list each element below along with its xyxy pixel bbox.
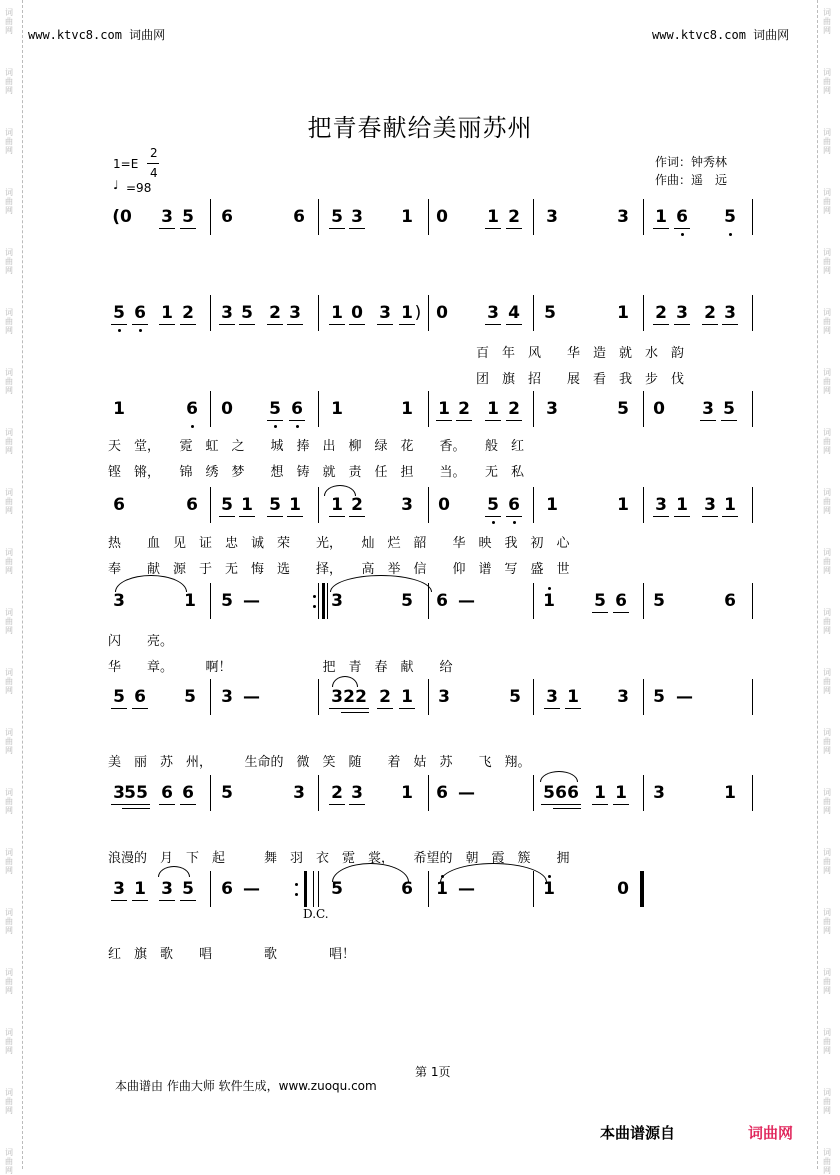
note: 3 — [546, 687, 558, 707]
dash-note: — — [458, 591, 475, 611]
dash-note: — — [243, 591, 260, 611]
note: 5 — [113, 303, 125, 323]
bar-line — [752, 583, 753, 619]
watermark-text: 词曲网 — [5, 68, 13, 95]
note: 5 — [724, 207, 736, 227]
bar-line — [318, 487, 319, 523]
note: 2 — [182, 303, 194, 323]
bar-line — [428, 871, 429, 907]
octave-dot — [729, 233, 732, 236]
octave-dot — [681, 233, 684, 236]
octave-dot — [492, 521, 495, 524]
lyric-line: 浪漫的 月 下 起 舞 羽 衣 霓 裳， 希望的 朝 霞 簇 拥 — [108, 851, 570, 866]
note: 1 — [594, 783, 606, 803]
note: 1 — [161, 303, 173, 323]
quarter-note-icon: ♩ — [113, 178, 119, 192]
note: 1 — [401, 399, 413, 419]
bar-line — [210, 871, 211, 907]
watermark-text: 词曲网 — [823, 848, 831, 875]
note: 3 — [113, 783, 125, 803]
watermark-text: 词曲网 — [5, 1028, 13, 1055]
note: 6 — [291, 399, 303, 419]
note: 5 — [509, 687, 521, 707]
note: 5 — [543, 783, 555, 803]
note: 0 — [436, 207, 448, 227]
bar-line — [428, 199, 429, 235]
watermark-text: 词曲网 — [5, 428, 13, 455]
bar-line — [533, 295, 534, 331]
note: 1 — [724, 783, 736, 803]
software-credit: 本曲谱由 作曲大师 软件生成，www.zuoqu.com — [115, 1079, 377, 1093]
note: 6 — [182, 783, 194, 803]
note: 2 — [704, 303, 716, 323]
bar-line — [643, 679, 644, 715]
bar-line — [752, 295, 753, 331]
score-line — [0, 399, 840, 433]
composer: 作曲：遥 远 — [655, 173, 728, 187]
note: 3 — [401, 495, 413, 515]
note: 3 — [546, 207, 558, 227]
note: 6 — [401, 879, 413, 899]
note: 3 — [221, 303, 233, 323]
bar-line — [752, 487, 753, 523]
lyric-line: 团 旗 招 展 看 我 步 伐 — [476, 372, 685, 387]
note: 6 — [436, 783, 448, 803]
note: 5 — [241, 303, 253, 323]
watermark-text: 词曲网 — [5, 788, 13, 815]
watermark-text: 词曲网 — [823, 1028, 831, 1055]
bar-line — [318, 775, 319, 811]
key-signature: 1=E — [113, 157, 139, 171]
score-line — [0, 207, 840, 241]
note: 5 — [594, 591, 606, 611]
site-url-left[interactable]: www.ktvc8.com 词曲网 — [28, 28, 166, 42]
note: 5 — [401, 591, 413, 611]
watermark-text: 词曲网 — [823, 308, 831, 335]
bar-line — [428, 295, 429, 331]
watermark-text: 词曲网 — [823, 428, 831, 455]
note: 1 — [487, 207, 499, 227]
note: 3 — [331, 687, 343, 707]
note: 2 — [331, 783, 343, 803]
time-signature-bottom: 4 — [150, 166, 158, 180]
score-line — [0, 783, 840, 817]
note: 1 — [615, 783, 627, 803]
note: 5 — [331, 879, 343, 899]
lyric-line: 红 旗 歌 唱 歌 唱！ — [108, 947, 356, 962]
watermark-text: 词曲网 — [5, 188, 13, 215]
bar-line — [643, 583, 644, 619]
note: 5 — [331, 207, 343, 227]
note: 5 — [653, 687, 665, 707]
note: 0 — [221, 399, 233, 419]
bar-line — [533, 487, 534, 523]
repeat-sign — [318, 583, 328, 619]
bar-line — [752, 391, 753, 427]
watermark-text: 词曲网 — [5, 728, 13, 755]
note: 5 — [113, 687, 125, 707]
note: 3 — [438, 687, 450, 707]
note: 5 — [544, 303, 556, 323]
bar-line — [643, 199, 644, 235]
note: 3 — [546, 399, 558, 419]
note: 0 — [653, 399, 665, 419]
octave-dot — [191, 425, 194, 428]
note: 3 — [331, 591, 343, 611]
watermark-text: 词曲网 — [823, 1148, 831, 1175]
bar-line — [210, 775, 211, 811]
bar-line — [318, 391, 319, 427]
bar-line — [210, 391, 211, 427]
note: 6 — [186, 399, 198, 419]
note: 6 — [724, 591, 736, 611]
note: 3 — [617, 687, 629, 707]
note: 5 — [182, 879, 194, 899]
dash-note: — — [243, 879, 260, 899]
watermark-text: 词曲网 — [5, 1088, 13, 1115]
bar-line — [428, 487, 429, 523]
note: (0 — [112, 207, 132, 227]
source-label: 本曲谱源自 — [600, 1124, 676, 1142]
note: 1 — [567, 687, 579, 707]
note: 3 — [113, 879, 125, 899]
watermark-text: 词曲网 — [823, 8, 831, 35]
lyricist: 作词：钟秀林 — [655, 155, 728, 169]
note: 6 — [134, 303, 146, 323]
octave-dot — [274, 425, 277, 428]
note: 6 — [134, 687, 146, 707]
lyric-line: 美 丽 苏 州， 生命的 微 笑 随 着 姑 苏 飞 翔。 — [108, 755, 531, 770]
page-number: 第 1页 — [415, 1065, 451, 1079]
note: 3 — [653, 783, 665, 803]
note: 4 — [508, 303, 520, 323]
tie-arc — [324, 485, 356, 496]
note: 6 — [221, 207, 233, 227]
dc-marking: D.C. — [303, 907, 329, 921]
lyric-line: 闪 亮。 — [108, 634, 174, 649]
note: 1 — [724, 495, 736, 515]
watermark-text: 词曲网 — [5, 848, 13, 875]
note: 3 — [702, 399, 714, 419]
note: 1 — [241, 495, 253, 515]
watermark-text: 词曲网 — [5, 488, 13, 515]
score-line — [0, 495, 840, 529]
note: 2 — [351, 495, 363, 515]
note: 1 — [543, 879, 555, 899]
repeat-sign — [300, 871, 310, 907]
bar-line — [533, 679, 534, 715]
tie-arc — [540, 771, 578, 782]
bar-line — [210, 295, 211, 331]
watermark-text: 词曲网 — [823, 548, 831, 575]
note: 5 — [617, 399, 629, 419]
note: 1 — [401, 687, 413, 707]
note: 6 — [113, 495, 125, 515]
octave-dot — [513, 521, 516, 524]
watermark-text: 词曲网 — [823, 488, 831, 515]
watermark-text: 词曲网 — [5, 248, 13, 275]
watermark-text: 词曲网 — [5, 8, 13, 35]
lyric-line: 奉 献 源 于 无 悔 选 择， 高 举 信 仰 谱 写 盛 世 — [108, 562, 570, 577]
watermark-text: 词曲网 — [823, 368, 831, 395]
note: 5 — [269, 399, 281, 419]
bar-line — [318, 295, 319, 331]
note: 5 — [135, 783, 149, 803]
note: 3 — [704, 495, 716, 515]
bar-line — [318, 871, 319, 907]
bar-line — [533, 391, 534, 427]
watermark-text: 词曲网 — [5, 968, 13, 995]
bar-line — [533, 199, 534, 235]
time-signature-line — [147, 163, 159, 164]
bar-line — [643, 391, 644, 427]
note: 1 — [331, 399, 343, 419]
note: 0 — [617, 879, 629, 899]
note: 5 — [487, 495, 499, 515]
bar-line — [533, 583, 534, 619]
note: 5 — [123, 783, 137, 803]
tie-arc — [332, 676, 358, 687]
note: 0 — [351, 303, 363, 323]
note: 5 — [723, 399, 735, 419]
site-logo[interactable]: 词曲网 — [748, 1124, 794, 1142]
lyric-line: 铿 锵， 锦 绣 梦 想 铸 就 责 任 担 当。 无 私 — [108, 465, 525, 480]
bar-line — [752, 199, 753, 235]
watermark-text: 词曲网 — [5, 368, 13, 395]
watermark-text: 词曲网 — [5, 668, 13, 695]
note: 3 — [379, 303, 391, 323]
bar-line — [318, 679, 319, 715]
tie-arc — [330, 575, 432, 592]
note: 3 — [676, 303, 688, 323]
bar-line — [752, 679, 753, 715]
watermark-text: 词曲网 — [823, 248, 831, 275]
lyric-line: 热 血 见 证 忠 诚 荣 光， 灿 烂 韶 华 映 我 初 心 — [108, 536, 570, 551]
note: 2 — [655, 303, 667, 323]
note: 3 — [617, 207, 629, 227]
note: 1 — [289, 495, 301, 515]
note: 1 — [617, 495, 629, 515]
watermark-text: 词曲网 — [823, 1088, 831, 1115]
watermark-text: 词曲网 — [823, 128, 831, 155]
note: 2 — [269, 303, 281, 323]
note: 2 — [508, 207, 520, 227]
bar-line — [210, 679, 211, 715]
note: 6 — [186, 495, 198, 515]
octave-dot — [118, 329, 121, 332]
note: 3 — [113, 591, 125, 611]
bar-line — [643, 871, 644, 907]
octave-dot — [548, 875, 551, 878]
note: 3 — [289, 303, 301, 323]
note: 1 — [436, 879, 448, 899]
watermark-text: 词曲网 — [823, 968, 831, 995]
note: 5 — [184, 687, 196, 707]
note: 1 — [543, 591, 555, 611]
note: 3 — [351, 783, 363, 803]
note: 6 — [221, 879, 233, 899]
dash-note: — — [458, 879, 475, 899]
watermark-text: 词曲网 — [5, 128, 13, 155]
score-line — [0, 879, 840, 913]
note: 1 — [487, 399, 499, 419]
note: 0 — [438, 495, 450, 515]
watermark-text: 词曲网 — [823, 68, 831, 95]
note: 3 — [161, 207, 173, 227]
note: 3 — [724, 303, 736, 323]
watermark-text: 词曲网 — [823, 608, 831, 635]
note: 1 — [546, 495, 558, 515]
note: 6 — [436, 591, 448, 611]
note: 6 — [676, 207, 688, 227]
note: 6 — [293, 207, 305, 227]
bar-line — [210, 487, 211, 523]
octave-dot — [548, 587, 551, 590]
dash-note: — — [243, 687, 260, 707]
note: 1 — [401, 783, 413, 803]
lyric-line: 天 堂， 霓 虹 之 城 捧 出 柳 绿 花 香。 般 红 — [108, 439, 525, 454]
note: 3 — [221, 687, 233, 707]
note: 6 — [508, 495, 520, 515]
note: 5 — [221, 783, 233, 803]
bar-line — [752, 775, 753, 811]
note: 2 — [342, 687, 356, 707]
watermark-text: 词曲网 — [823, 728, 831, 755]
paren-close: ) — [414, 303, 422, 323]
watermark-text: 词曲网 — [823, 188, 831, 215]
bar-line — [428, 391, 429, 427]
left-watermark-strip — [0, 0, 23, 1175]
note: 3 — [293, 783, 305, 803]
time-signature-top: 2 — [150, 146, 158, 160]
note: 1 — [184, 591, 196, 611]
lyric-line: 华 章。 啊！ 把 青 春 献 给 — [108, 660, 453, 675]
note: 1 — [134, 879, 146, 899]
note: 6 — [161, 783, 173, 803]
note: 6 — [554, 783, 568, 803]
tie-arc — [115, 575, 187, 592]
note: 3 — [655, 495, 667, 515]
watermark-text: 词曲网 — [5, 908, 13, 935]
note: 6 — [566, 783, 580, 803]
note: 1 — [331, 303, 343, 323]
note: 1 — [113, 399, 125, 419]
tie-arc — [158, 866, 190, 877]
song-title: 把青春献给美丽苏州 — [307, 114, 533, 142]
note: 1 — [438, 399, 450, 419]
note: 1 — [617, 303, 629, 323]
dash-note: — — [676, 687, 693, 707]
note: 5 — [269, 495, 281, 515]
note: 5 — [221, 495, 233, 515]
score-line — [0, 687, 840, 721]
site-url-right[interactable]: www.ktvc8.com 词曲网 — [652, 28, 790, 42]
bar-line — [428, 679, 429, 715]
note: 3 — [487, 303, 499, 323]
note: 2 — [508, 399, 520, 419]
tempo-marking: =98 — [126, 181, 152, 195]
watermark-text: 词曲网 — [5, 608, 13, 635]
bar-line — [643, 775, 644, 811]
bar-line — [428, 775, 429, 811]
final-bar — [640, 871, 643, 907]
note: 1 — [401, 303, 413, 323]
note: 5 — [182, 207, 194, 227]
note: 1 — [655, 207, 667, 227]
note: 3 — [351, 207, 363, 227]
note: 5 — [653, 591, 665, 611]
right-watermark-strip — [817, 0, 840, 1175]
bar-line — [533, 775, 534, 811]
watermark-text: 词曲网 — [5, 1148, 13, 1175]
octave-dot — [296, 425, 299, 428]
watermark-text: 词曲网 — [5, 548, 13, 575]
note: 1 — [401, 207, 413, 227]
bar-line — [210, 583, 211, 619]
dash-note: — — [458, 783, 475, 803]
watermark-text: 词曲网 — [823, 668, 831, 695]
bar-line — [318, 199, 319, 235]
note: 2 — [458, 399, 470, 419]
note: 1 — [331, 495, 343, 515]
watermark-text: 词曲网 — [823, 788, 831, 815]
lyric-line: 百 年 风 华 造 就 水 韵 — [476, 346, 685, 361]
watermark-text: 词曲网 — [823, 908, 831, 935]
note: 2 — [379, 687, 391, 707]
score-line — [0, 591, 840, 625]
note: 6 — [615, 591, 627, 611]
note: 1 — [676, 495, 688, 515]
watermark-text: 词曲网 — [5, 308, 13, 335]
note: 3 — [161, 879, 173, 899]
note: 2 — [354, 687, 368, 707]
bar-line — [643, 487, 644, 523]
bar-line — [643, 295, 644, 331]
bar-line — [210, 199, 211, 235]
octave-dot — [139, 329, 142, 332]
note: 5 — [221, 591, 233, 611]
note: 0 — [436, 303, 448, 323]
